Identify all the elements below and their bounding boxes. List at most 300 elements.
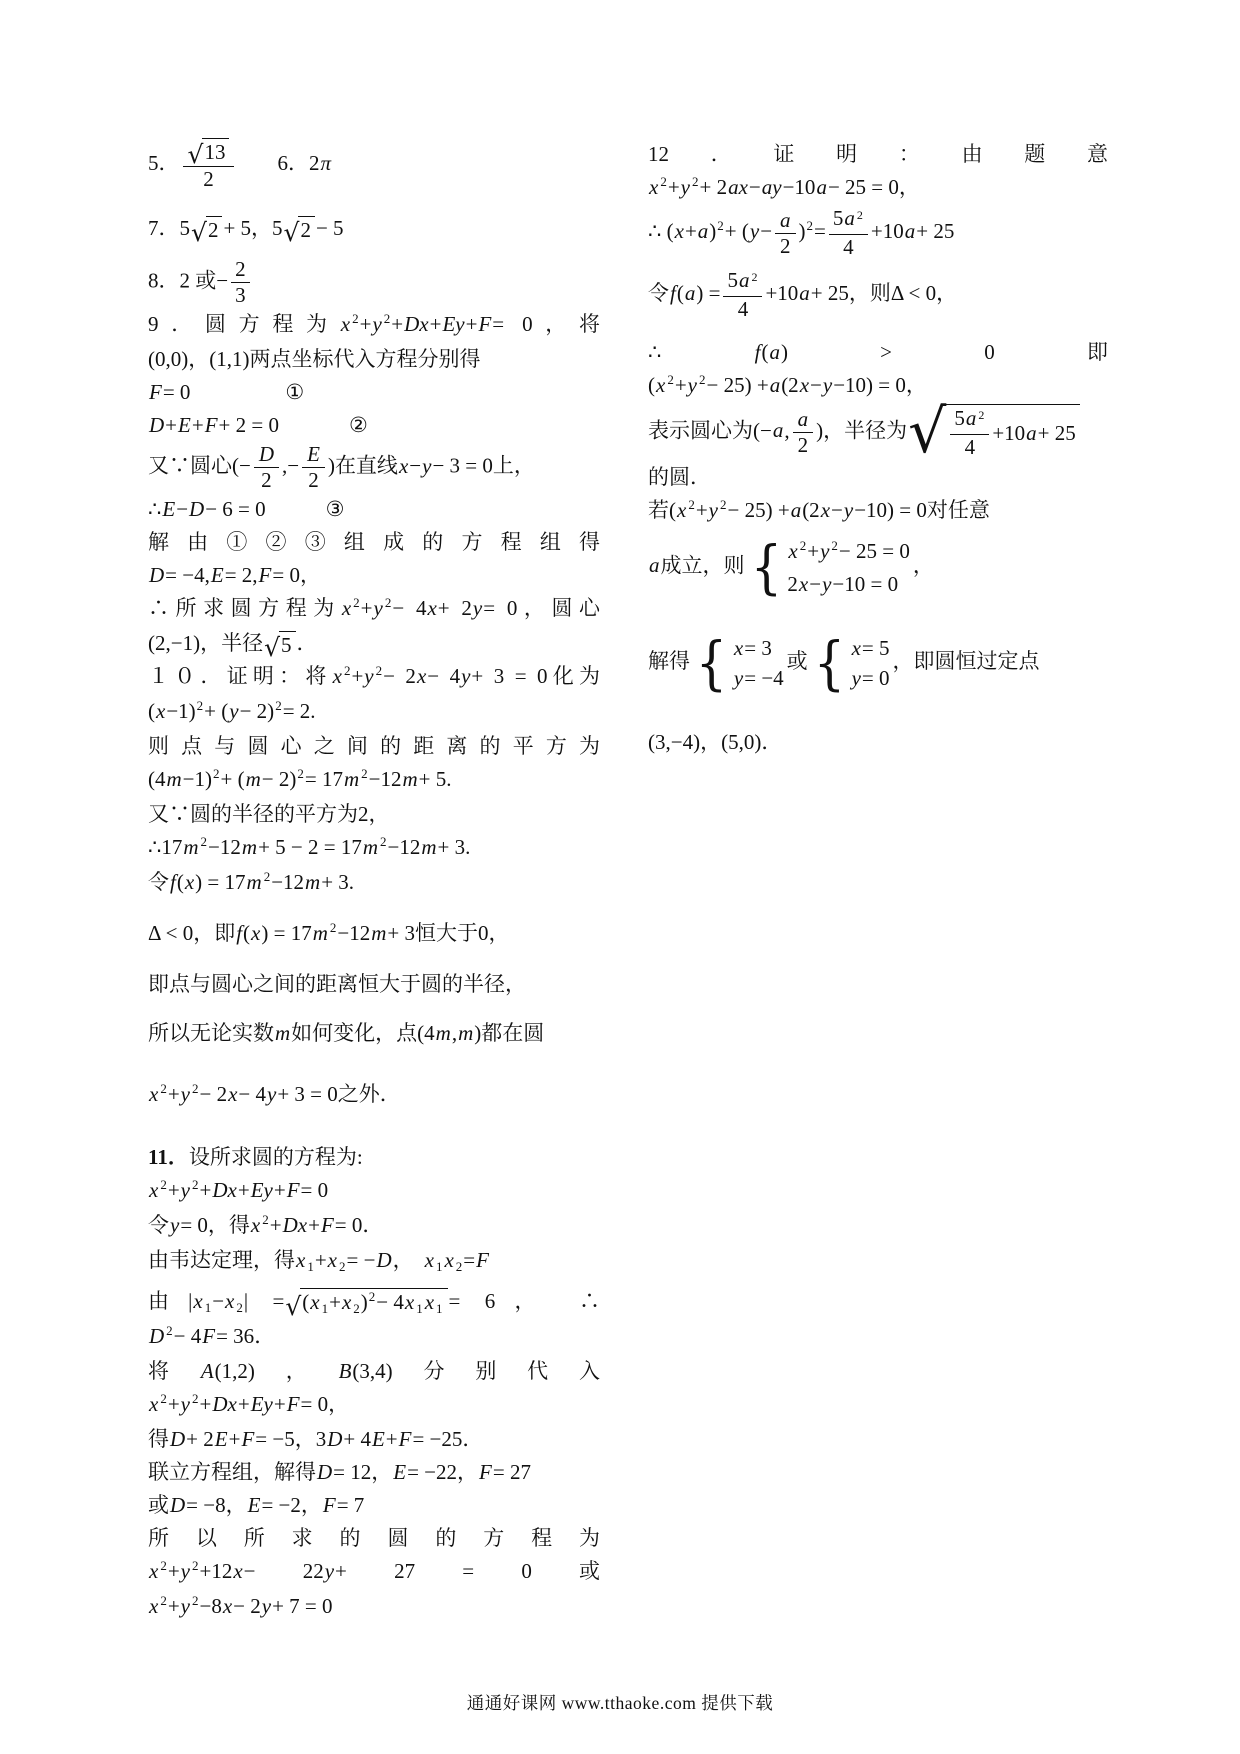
math-variable: x	[332, 664, 342, 689]
math-roman: = −4,	[165, 563, 210, 588]
math-variable: F	[286, 1392, 300, 1417]
text: 两点坐标代入方程分别得	[249, 347, 481, 372]
superscript: 2	[160, 1593, 167, 1609]
radical-sign-icon: √	[187, 140, 204, 170]
math-variable: D	[170, 1427, 186, 1452]
solution-line	[148, 138, 600, 192]
math-variable: F	[398, 1427, 412, 1452]
subscript: 1	[307, 1259, 314, 1275]
solution-line	[148, 376, 600, 409]
superscript: 2	[166, 1323, 173, 1339]
math-variable: x	[799, 373, 810, 397]
math-roman: +	[167, 1594, 180, 1619]
radical-sign-icon: √	[908, 397, 947, 467]
math-variable: a	[797, 407, 809, 431]
math-roman: +	[167, 1082, 180, 1107]
math-variable: m	[421, 835, 437, 860]
text: 成立，则	[660, 553, 745, 578]
superscript: 2	[196, 698, 204, 714]
math-roman: + 2	[186, 1427, 214, 1452]
math-roman: − 2	[383, 664, 416, 689]
math-roman: − 25) +	[727, 498, 790, 522]
math-roman: +	[273, 1178, 286, 1203]
fraction	[950, 406, 989, 460]
math-roman: )	[709, 218, 717, 243]
math-roman: (3,4)	[352, 1359, 393, 1384]
math-variable: x	[156, 699, 166, 724]
math-roman: −	[809, 572, 822, 596]
math-variable: f	[670, 280, 676, 305]
math-roman: + 25	[916, 218, 955, 243]
math-roman: −10 = 0	[832, 572, 899, 596]
superscript: 2	[751, 270, 758, 284]
subscript: 2	[236, 1300, 243, 1316]
solution-line	[148, 1285, 600, 1320]
superscript: 2	[361, 766, 368, 782]
text: ，	[898, 175, 920, 199]
superscript: 2	[692, 174, 699, 189]
math-variable: x	[296, 1248, 306, 1273]
math-roman: |	[188, 1289, 193, 1314]
solution-line	[648, 533, 1108, 602]
text: ，	[495, 1289, 555, 1314]
text: ，将	[532, 312, 601, 337]
superscript: 2	[717, 217, 724, 233]
math-variable: m	[343, 767, 360, 792]
math-roman: = 7	[336, 1493, 365, 1518]
superscript: 2	[368, 1289, 376, 1305]
math-variable: ax	[728, 175, 748, 199]
radical	[191, 216, 222, 248]
text: ，	[328, 1392, 350, 1417]
math-roman: = 2.	[282, 699, 316, 724]
math-variable: m	[183, 835, 199, 860]
math-variable: m	[312, 921, 328, 946]
math-variable: x	[416, 664, 427, 689]
math-roman: +	[199, 1392, 212, 1417]
math-roman: = 0	[272, 563, 300, 588]
solution-line	[148, 1456, 600, 1489]
math-variable: x	[149, 1559, 159, 1584]
math-roman: )	[360, 1290, 368, 1315]
math-roman: +	[273, 1392, 286, 1417]
text: 或	[148, 1493, 169, 1518]
text: ，	[371, 1460, 393, 1485]
math-variable: m	[305, 870, 321, 895]
math-roman: )	[816, 418, 824, 443]
math-variable: D	[376, 1248, 392, 1273]
math-roman: + 3.	[437, 835, 471, 860]
math-roman: +12	[199, 1559, 233, 1584]
math-variable: y	[680, 175, 690, 199]
math-roman: + 25	[1037, 420, 1076, 445]
text: 令	[148, 1213, 169, 1238]
math-variable: a	[738, 268, 750, 292]
text: ．	[761, 730, 783, 754]
solution-line	[148, 526, 600, 559]
math-variable: y	[822, 373, 833, 397]
math-variable: D	[149, 563, 165, 588]
solution-line	[148, 695, 600, 730]
math-roman: + 2	[437, 596, 472, 621]
math-variable: x	[404, 1290, 415, 1315]
math-roman: 2	[300, 218, 311, 243]
superscript: 2	[263, 869, 271, 885]
math-variable: E	[393, 1460, 407, 1485]
radical	[187, 138, 230, 170]
math-roman: −10	[782, 175, 816, 199]
superscript: 2	[213, 766, 220, 782]
solution-line	[148, 1017, 600, 1050]
text: 5．	[148, 150, 180, 175]
math-roman: (	[669, 498, 676, 522]
text: 所以所求的圆的方程为	[148, 1526, 600, 1551]
footer-text: 通通好课网 www.tthaoke.com 提供下载	[466, 1693, 774, 1713]
math-variable: y	[180, 1082, 190, 1107]
math-roman: ∴ (	[648, 218, 674, 243]
solution-line	[148, 798, 600, 831]
solution-line	[148, 1355, 600, 1388]
math-roman: = −8	[186, 1493, 226, 1518]
math-variable: x	[649, 175, 659, 199]
superscript: 2	[200, 834, 208, 850]
superscript: 2	[192, 1177, 199, 1193]
math-roman: + 4	[343, 1427, 371, 1452]
math-roman: = −	[346, 1248, 376, 1273]
math-variable: y	[733, 666, 744, 690]
math-roman: ∴	[648, 340, 754, 364]
solution-line	[148, 592, 600, 627]
math-roman: 3	[315, 1427, 327, 1452]
math-roman: + 5	[223, 216, 252, 241]
text: 得	[148, 1427, 169, 1452]
math-roman: − 2	[199, 1082, 228, 1107]
fraction	[793, 407, 814, 458]
text: 即	[994, 340, 1108, 364]
math-variable: m	[166, 767, 182, 792]
system-of-equations	[811, 628, 890, 697]
math-variable: y	[180, 1594, 190, 1619]
math-variable: x	[225, 1289, 235, 1314]
math-roman: +	[684, 218, 697, 243]
text: 设所求圆的方程为:	[188, 1145, 363, 1170]
math-roman: 2	[235, 257, 246, 282]
subscript: 1	[436, 1301, 443, 1317]
math-roman: −	[216, 268, 229, 293]
text: ，即	[193, 921, 236, 946]
math-roman: ) = 17	[261, 921, 312, 946]
math-roman: −12	[337, 921, 371, 946]
superscript: 2	[297, 766, 304, 782]
radical	[285, 1288, 447, 1322]
text: 的圆．	[648, 465, 711, 489]
math-roman: = −2	[261, 1493, 301, 1518]
math-roman: = 5	[861, 636, 890, 660]
math-roman: +	[165, 413, 178, 438]
math-roman: 5	[281, 633, 292, 658]
math-roman: 5	[179, 216, 190, 241]
math-variable: x	[327, 1248, 337, 1273]
math-roman: − 4	[238, 1082, 267, 1107]
subscript: 1	[321, 1301, 329, 1317]
solution-line	[148, 257, 600, 308]
math-variable: a	[649, 553, 660, 578]
math-roman: −	[810, 373, 822, 397]
math-roman: = 0	[334, 1213, 363, 1238]
math-roman: +10	[992, 420, 1026, 445]
math-roman: +	[237, 1392, 250, 1417]
solution-line	[648, 336, 1108, 369]
math-variable: Dx	[212, 1392, 237, 1417]
math-roman: + 5 − 2 = 17	[258, 835, 362, 860]
math-variable: y	[229, 699, 239, 724]
math-variable: D	[149, 413, 165, 438]
math-roman: + 3.	[321, 870, 355, 895]
math-variable: E	[307, 442, 320, 467]
math-variable: x	[424, 1290, 435, 1315]
math-roman: −	[176, 497, 189, 522]
math-roman: −	[212, 1289, 225, 1314]
math-variable: x	[149, 1594, 159, 1619]
math-roman: 5	[727, 268, 738, 292]
math-variable: π	[320, 150, 331, 175]
math-variable: x	[424, 1248, 434, 1273]
math-variable: y	[843, 498, 854, 522]
math-variable: f	[754, 340, 761, 364]
math-roman: +	[167, 1178, 180, 1203]
math-roman: = 0	[492, 312, 533, 337]
math-roman: +10	[765, 280, 799, 305]
math-variable: m	[362, 835, 379, 860]
math-variable: E	[178, 413, 191, 438]
math-variable: x	[310, 1290, 320, 1315]
solution-line	[148, 409, 600, 442]
math-variable: Dx	[212, 1178, 237, 1203]
math-variable: x	[427, 596, 437, 621]
right-column	[648, 138, 1108, 759]
math-variable: x	[184, 870, 195, 895]
math-variable: D	[258, 442, 275, 467]
text: 由	[148, 1289, 189, 1314]
text: ①	[285, 380, 305, 405]
solution-line	[148, 660, 600, 695]
math-variable: x	[820, 498, 831, 522]
superscript: 2	[978, 408, 985, 422]
math-variable: m	[371, 921, 387, 946]
math-roman: 2	[179, 268, 196, 293]
text: 又∵圆的半径的平方为	[148, 802, 358, 827]
superscript: 2	[160, 1177, 167, 1193]
text: 若	[648, 498, 669, 522]
math-variable: m	[458, 1021, 474, 1046]
math-roman: + 27 = 0	[335, 1559, 532, 1584]
math-roman: 5	[832, 206, 844, 230]
math-variable: B	[338, 1359, 352, 1384]
superscript: 2	[720, 497, 727, 512]
math-roman: +	[228, 1427, 241, 1452]
math-roman: )	[798, 218, 806, 243]
fraction	[254, 442, 279, 493]
text: ，即圆恒过定点	[892, 648, 1040, 673]
text: 6．	[277, 150, 309, 175]
superscript: 2	[856, 208, 863, 222]
math-roman: 2	[308, 468, 319, 493]
math-variable: f	[170, 870, 176, 895]
solution-line	[148, 763, 600, 798]
solution-line	[148, 1388, 600, 1423]
superscript: 2	[343, 663, 351, 679]
superscript: 2	[375, 663, 383, 679]
superscript: 2	[806, 217, 814, 233]
text: 都在圆	[481, 1021, 545, 1046]
math-variable: x	[798, 572, 809, 596]
math-roman: = 6	[448, 1289, 496, 1314]
math-roman: = 27	[492, 1460, 531, 1485]
text: 或	[531, 1559, 601, 1584]
text: 则点与圆心之间的距离的平方为	[148, 734, 600, 759]
superscript: 2	[699, 372, 706, 387]
math-roman: −	[831, 498, 843, 522]
math-roman: 4	[737, 297, 749, 321]
solution-line	[148, 917, 600, 952]
math-variable: x	[149, 1392, 159, 1417]
math-variable: F	[479, 1460, 492, 1485]
text: ，	[936, 280, 958, 305]
text: ，	[912, 553, 934, 578]
superscript: 2	[667, 372, 674, 387]
math-roman: (1,1)	[209, 347, 250, 372]
math-variable: Dx	[404, 312, 429, 337]
math-roman: = 0	[861, 666, 890, 690]
fraction	[302, 442, 325, 493]
superscript: 2	[160, 1391, 167, 1407]
math-variable: x	[851, 636, 861, 660]
math-roman: −12	[271, 870, 305, 895]
math-variable: y	[422, 453, 432, 478]
text: ．	[462, 1427, 484, 1452]
fraction	[775, 208, 796, 259]
math-roman: = 36	[216, 1324, 255, 1349]
math-variable: E	[162, 497, 176, 522]
math-roman: − 2	[233, 1594, 261, 1619]
math-roman: −1)	[182, 767, 213, 792]
solution-line	[648, 138, 1108, 171]
superscript: 2	[383, 311, 391, 327]
text: ．	[362, 1213, 384, 1238]
subscript: 2	[353, 1301, 360, 1317]
text: 对任意	[926, 498, 990, 522]
text: ，	[299, 563, 321, 588]
math-variable: a	[780, 207, 791, 232]
solution-line	[148, 1489, 600, 1522]
superscript: 2	[660, 174, 667, 189]
math-roman: + 5.	[418, 767, 452, 792]
math-variable: a	[816, 175, 827, 199]
text: ，得	[207, 1213, 250, 1238]
math-variable: y	[180, 1178, 190, 1203]
math-roman: (	[676, 280, 684, 305]
math-roman: +	[674, 373, 687, 397]
math-roman: = 0	[180, 1213, 208, 1238]
math-variable: Ey	[442, 312, 465, 337]
text: ，	[368, 802, 390, 827]
text: ，	[392, 1248, 414, 1273]
fraction	[183, 138, 235, 192]
math-roman: = −25	[412, 1427, 463, 1452]
math-roman: = −4	[744, 666, 784, 690]
text: 解由①②③组成的方程组得	[148, 530, 600, 555]
math-roman: +	[269, 1213, 282, 1238]
math-roman: + 2	[699, 175, 728, 199]
text: ，	[300, 1493, 322, 1518]
math-variable: x	[674, 218, 684, 243]
math-roman: +	[237, 1178, 250, 1203]
math-roman: ,−	[282, 453, 300, 478]
text: 由韦达定理，得	[148, 1248, 295, 1273]
superscript: 2	[384, 595, 392, 611]
math-variable: F	[286, 1178, 300, 1203]
math-variable: y	[820, 539, 830, 563]
math-roman: ,	[451, 1021, 458, 1046]
math-roman: +	[391, 312, 404, 337]
math-roman: − 25 = 0	[827, 175, 899, 199]
text: 分别代入	[392, 1359, 601, 1384]
math-variable: m	[241, 835, 258, 860]
text: ②	[348, 413, 368, 438]
math-roman: Δ < 0	[890, 280, 937, 305]
math-roman: | =	[243, 1289, 285, 1314]
math-variable: F	[204, 413, 218, 438]
math-roman: − 2)	[261, 767, 297, 792]
math-roman: −	[748, 175, 761, 199]
solution-line	[148, 968, 600, 1001]
solution-line	[648, 171, 1108, 206]
math-roman: +	[167, 1392, 180, 1417]
math-roman: (3,−4)	[648, 730, 701, 754]
solution-line	[148, 1078, 600, 1113]
text: 7．	[148, 216, 180, 241]
solution-line	[648, 369, 1108, 404]
math-roman: (2	[802, 498, 820, 522]
text: ，半径为	[823, 418, 908, 443]
text: 之外．	[337, 1082, 401, 1107]
math-roman: 2	[203, 167, 214, 192]
system-of-equations	[748, 533, 910, 602]
text: 又∵圆心	[148, 453, 232, 478]
math-variable: D	[170, 1493, 186, 1518]
left-brace-icon: {	[695, 628, 728, 697]
bold-text: 11．	[148, 1145, 189, 1170]
math-roman: +	[385, 1427, 398, 1452]
math-variable: x	[193, 1289, 203, 1314]
math-variable: Ey	[250, 1392, 273, 1417]
superscript: 2	[799, 538, 807, 553]
math-variable: x	[251, 921, 261, 946]
math-variable: f	[236, 921, 243, 946]
math-roman: 2	[787, 572, 798, 596]
math-roman: − 25 = 0	[838, 539, 910, 563]
superscript: 2	[329, 920, 337, 936]
text: ，	[294, 1427, 316, 1452]
math-roman: 4	[843, 235, 854, 259]
math-roman: −8	[199, 1594, 222, 1619]
math-variable: x	[340, 312, 351, 337]
solution-line	[148, 1209, 600, 1244]
text: ∴所求圆方程为	[148, 596, 341, 621]
math-variable: D	[327, 1427, 343, 1452]
math-variable: a	[684, 280, 696, 305]
fraction	[231, 257, 250, 308]
